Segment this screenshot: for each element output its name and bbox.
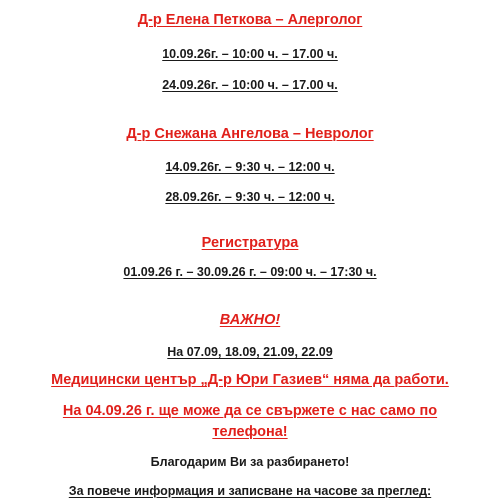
phone-notice-line-1: На 04.09.26 г. ще може да се свържете с нас само по bbox=[62, 403, 438, 419]
doctor1-date-2: 24.09.26г. – 10:00 ч. – 17.00 ч. bbox=[162, 78, 338, 92]
registry-hours: 01.09.26 г. – 30.09.26 г. – 09:00 ч. – 17:30 ч. bbox=[123, 265, 377, 279]
more-info-text: За повече информация и записване на часове за преглед: bbox=[68, 484, 432, 498]
doctor1-title: Д-р Елена Петкова – Алерголог bbox=[137, 12, 363, 28]
doctor2-title: Д-р Снежана Ангелова – Невролог bbox=[126, 126, 374, 142]
registry-title: Регистратура bbox=[201, 235, 299, 251]
closed-dates: На 07.09, 18.09, 21.09, 22.09 bbox=[167, 345, 333, 359]
doctor1-date-1: 10.09.26г. – 10:00 ч. – 17.00 ч. bbox=[162, 47, 338, 61]
closed-notice: Медицински център „Д-р Юри Газиев“ няма да работи. bbox=[51, 372, 449, 388]
thanks-text: Благодарим Ви за разбирането! bbox=[150, 455, 350, 469]
important-heading: ВАЖНО! bbox=[219, 312, 281, 328]
phone-notice-line-2: телефона! bbox=[212, 424, 288, 440]
doctor2-date-1: 14.09.26г. – 9:30 ч. – 12:00 ч. bbox=[165, 160, 335, 174]
doctor2-date-2: 28.09.26г. – 9:30 ч. – 12:00 ч. bbox=[165, 190, 335, 204]
